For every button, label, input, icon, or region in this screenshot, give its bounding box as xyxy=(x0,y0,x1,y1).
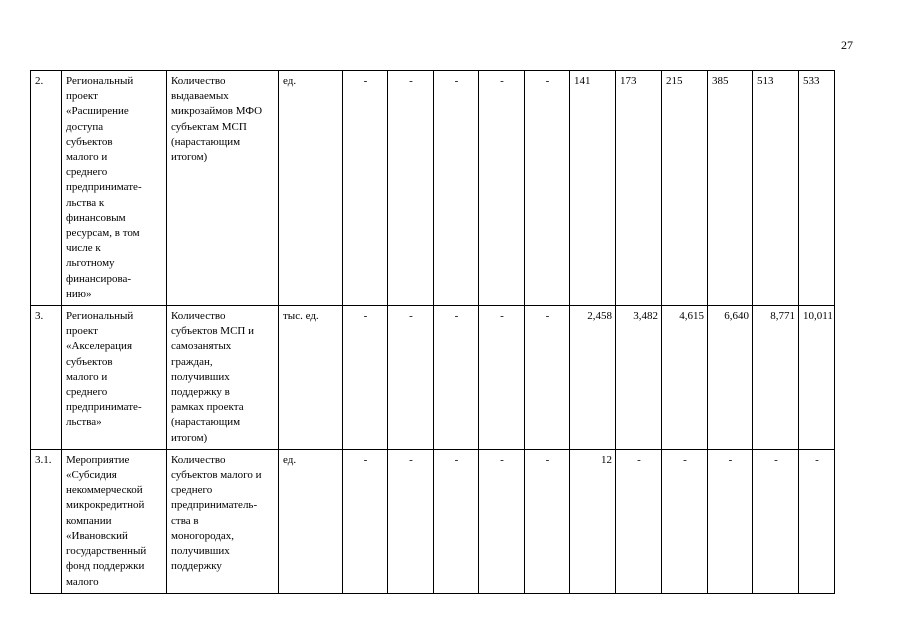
value-cell: 8,771 xyxy=(753,306,799,450)
value-cell: - xyxy=(388,306,434,450)
value-cell: - xyxy=(343,449,388,593)
value-cell: - xyxy=(708,449,753,593)
value-cell: 3,482 xyxy=(616,306,662,450)
value-cell: - xyxy=(479,449,525,593)
value-cell: - xyxy=(388,449,434,593)
page-number: 27 xyxy=(841,38,853,52)
value-cell: - xyxy=(388,71,434,306)
value-cell: 533 xyxy=(799,71,835,306)
indicators-table xyxy=(30,70,835,594)
value-cell: - xyxy=(343,306,388,450)
value-cell: 10,011 xyxy=(799,306,835,450)
value-cell: - xyxy=(434,449,479,593)
indicator-name: Количество субъектов МСП и самозанятых граждан, получивших поддержку в рамках проекта (нарастающим итогом) xyxy=(167,306,279,450)
value-cell: - xyxy=(753,449,799,593)
value-cell: 215 xyxy=(662,71,708,306)
project-name: Мероприятие «Субсидия некоммерческой микрокредитной компании «Ивановский государственный фонд поддержки малого xyxy=(62,449,167,593)
value-cell: 513 xyxy=(753,71,799,306)
value-cell: 173 xyxy=(616,71,662,306)
project-name: Региональный проект «Акселерация субъектов малого и среднего предпринимате- льства» xyxy=(62,306,167,450)
table-row xyxy=(31,449,835,593)
value-cell: - xyxy=(662,449,708,593)
value-cell: - xyxy=(525,449,570,593)
row-number: 2. xyxy=(31,71,62,306)
value-cell: 385 xyxy=(708,71,753,306)
value-cell: - xyxy=(479,71,525,306)
indicator-name: Количество выдаваемых микрозаймов МФО субъектам МСП (нарастающим итогом) xyxy=(167,71,279,306)
value-cell: 12 xyxy=(570,449,616,593)
value-cell: - xyxy=(434,71,479,306)
table-row xyxy=(31,306,835,450)
table-row xyxy=(31,71,835,306)
value-cell: - xyxy=(799,449,835,593)
value-cell: 141 xyxy=(570,71,616,306)
row-number: 3. xyxy=(31,306,62,450)
value-cell: 2,458 xyxy=(570,306,616,450)
unit-cell: тыс. ед. xyxy=(279,306,343,450)
value-cell: - xyxy=(616,449,662,593)
value-cell: 6,640 xyxy=(708,306,753,450)
unit-cell: ед. xyxy=(279,71,343,306)
indicator-name: Количество субъектов малого и среднего предприниматель- ства в моногородах, получивших поддержку xyxy=(167,449,279,593)
unit-cell: ед. xyxy=(279,449,343,593)
project-name: Региональный проект «Расширение доступа субъектов малого и среднего предпринимате- льства к финансовым ресурсам, в том числе к льготному финансирова- нию» xyxy=(62,71,167,306)
value-cell: - xyxy=(525,71,570,306)
value-cell: - xyxy=(434,306,479,450)
value-cell: - xyxy=(479,306,525,450)
value-cell: - xyxy=(343,71,388,306)
value-cell: - xyxy=(525,306,570,450)
row-number: 3.1. xyxy=(31,449,62,593)
value-cell: 4,615 xyxy=(662,306,708,450)
